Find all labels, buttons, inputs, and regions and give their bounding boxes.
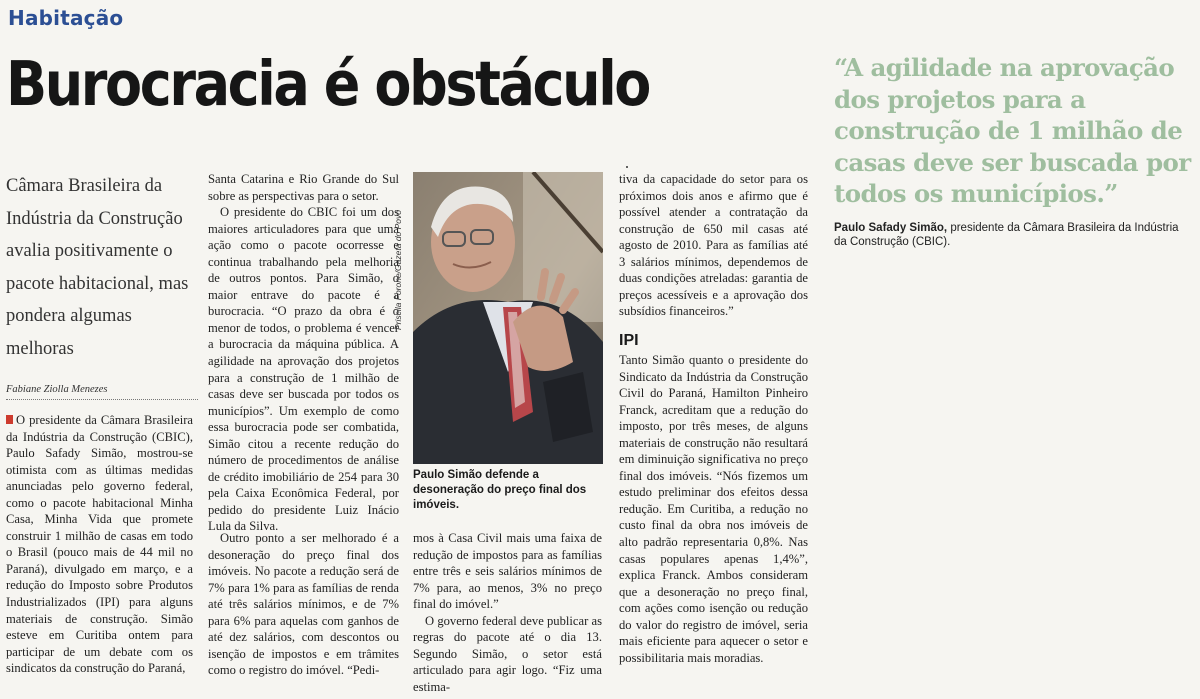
lead-marker-icon (6, 415, 13, 424)
paragraph (6, 412, 193, 677)
portrait-illustration (413, 172, 603, 464)
paragraph-text: O presidente da Câmara Brasileira da Indústria da Construção (CBIC), Paulo Safady Simão, mostrou-se otimista com as últimas medidas anunciadas pelo governo federal, como o pacote habitacional Minha Casa, Minha Vida que promete construir 1 milhão de casas em todo o Brasil (pouco mais de 44 mil no Paraná), divulgado em março, e a redução do Imposto sobre Produtos Industrializados (IPI) para alguns materiais de construção. Simão esteve em Curitiba ontem para participar de um debate com os sindicatos da construção do Paraná, (6, 413, 193, 676)
article-column-2-lower (208, 530, 399, 679)
byline: Fabiane Ziolla Menezes (6, 384, 108, 395)
paragraph: Outro ponto a ser melhorado é a desoneração do preço final dos imóveis. No pacote a redução será de 7% para 1% para as famílias de renda até três salários mínimos, e de 7% para 6% para aquelas com ganhos de até dez salários, com descontos ou isenção de impostos e em trâmites como o registro do imóvel. “Pedi- (208, 531, 399, 678)
quote-person-role: presidente da Câmara Brasileira da Indústria da Construção (CBIC). (834, 222, 1179, 248)
article-column-3 (413, 530, 602, 695)
paragraph: Tanto Simão quanto o presidente do Sindicato da Indústria da Construção Civil do Paraná, Hamilton Pinheiro Franck, acreditam que a redução do imposto, por três meses, de alguns materiais de construção não resultará em diminuição significativa no preço final dos imóveis. “Nós fizemos um estudo preliminar dos efeitos dessa redução. Em Curitiba, a redução no custo final da obra nos imóveis de alto padrão representaria 0,8%. Nas casas populares apenas 1,4%”, explica Franck. Ambos consideram que a desoneração no preço final, com ações como isenção ou redução do valor do registro de imóvel, seria mais eficiente para aquecer o setor e possibilitaria mais moradias. (619, 353, 808, 665)
pull-quote-attribution (834, 221, 1194, 249)
article-column-4 (619, 171, 808, 320)
photo-caption: Paulo Simão defende a desoneração do preço final dos imóveis. (413, 469, 587, 511)
column-dot (626, 166, 628, 168)
byline-divider (6, 399, 198, 400)
article-column-1 (6, 412, 193, 677)
paragraph: mos à Casa Civil mais uma faixa de redução de impostos para as famílias entre três e seis salários mínimos de 7% para, ao menos, 3% no preço final do imóvel.” (413, 531, 602, 612)
photo-paulo-simao (413, 172, 603, 464)
paragraph: O presidente do CBIC foi um dos maiores articuladores para que uma ação como o pacote ocorresse e continua trabalhando pela melhoria de outros pontos. Para Simão, o maior entrave do pacote é a burocracia. “O prazo da obra é o menor de todos, o problema é vencer a burocracia da máquina pública. A agilidade na aprovação dos projetos para a construção de 1 milhão de casas deve ser buscada por todos os municípios”. Um exemplo de como essa burocracia pode ser combatida, Simão citou a recente redução do número de procedimentos de análise de crédito imobiliário de 254 para 30 pela Caixa Econômica Federal, por pedido do presidente Luiz Inácio Lula da Silva. (208, 205, 399, 534)
article-column-4-lower (619, 352, 808, 666)
headline: Burocracia é obstáculo (6, 48, 650, 120)
subhead-ipi: IPI (619, 332, 639, 349)
deck-subtitle: Câmara Brasileira da Indústria da Construção avalia positivamente o pacote habitacional, mas pondera algumas melhoras (6, 176, 189, 359)
paragraph: O governo federal deve publicar as regras do pacote até o dia 13. Segundo Simão, o setor está articulado para agir logo. “Fiz uma estima- (413, 613, 602, 694)
paragraph: Santa Catarina e Rio Grande do Sul sobre as perspectivas para o setor. (208, 172, 399, 203)
article-column-2 (208, 171, 399, 535)
section-label: Habitação (8, 6, 124, 30)
quote-person-name: Paulo Safady Simão, (834, 222, 948, 234)
photo-credit: Priscila Forone/Gazeta do Povo (393, 209, 403, 330)
paragraph: tiva da capacidade do setor para os próximos dois anos e afirmo que é possível atender a contratação da construção de 650 mil casas até agosto de 2010. Para as famílias até 3 salários mínimos, dependemos de duas condições atreladas: garantia de preços acessíveis e a aprovação dos subsídios financeiros.” (619, 172, 808, 319)
pull-quote: “A agilidade na aprovação dos projetos para a construção de 1 milhão de casas deve ser buscada por todos os municípios.” (834, 53, 1191, 208)
